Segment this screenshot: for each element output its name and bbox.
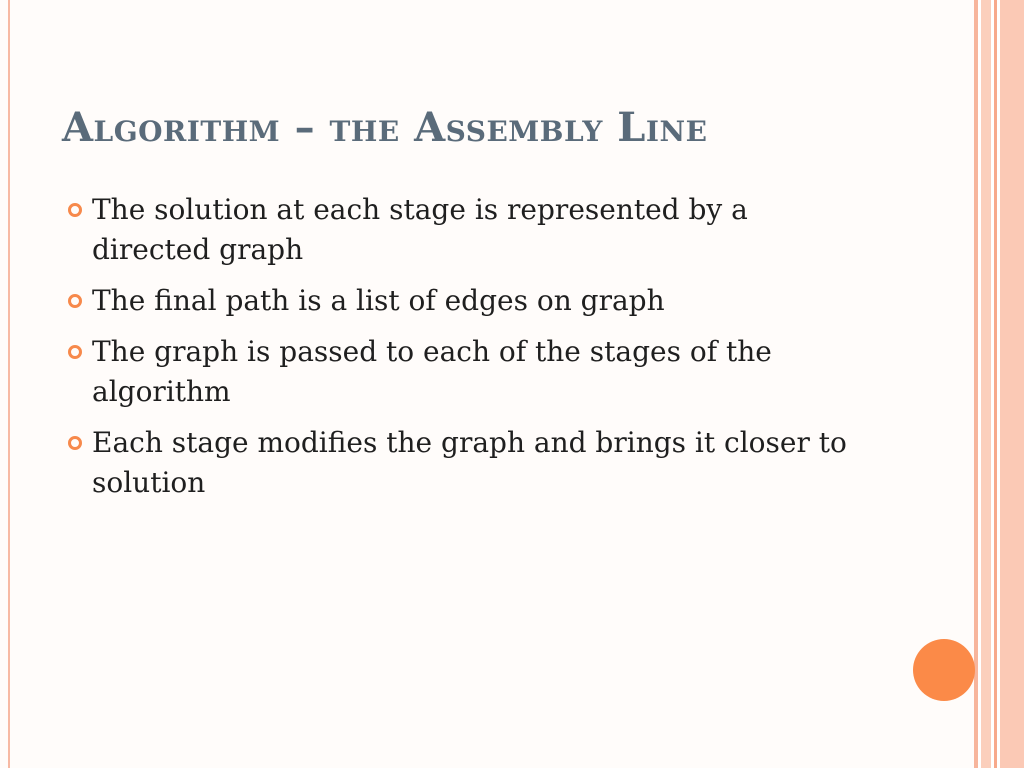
bullet-text: The graph is passed to each of the stages of the algorithm bbox=[92, 335, 772, 408]
left-border-line bbox=[8, 0, 10, 768]
bullet-list bbox=[65, 190, 865, 514]
bullet-text: The solution at each stage is represented by a directed graph bbox=[92, 193, 748, 266]
border-stripe bbox=[1000, 0, 1024, 768]
bullet-circle-icon bbox=[68, 345, 82, 359]
slide-title: Algorithm – the Assembly Line bbox=[62, 104, 708, 151]
bullet-item bbox=[65, 423, 865, 503]
bullet-circle-icon bbox=[68, 294, 82, 308]
bullet-text: Each stage modifies the graph and brings it closer to solution bbox=[92, 426, 847, 499]
bullet-item bbox=[65, 332, 865, 412]
border-stripe bbox=[981, 0, 991, 768]
right-decorative-border bbox=[974, 0, 1024, 768]
bullet-text: The final path is a list of edges on graph bbox=[92, 284, 665, 317]
bullet-item bbox=[65, 190, 865, 270]
bullet-circle-icon bbox=[68, 203, 82, 217]
bullet-item bbox=[65, 281, 865, 321]
orange-circle-decoration bbox=[913, 639, 975, 701]
bullet-circle-icon bbox=[68, 436, 82, 450]
